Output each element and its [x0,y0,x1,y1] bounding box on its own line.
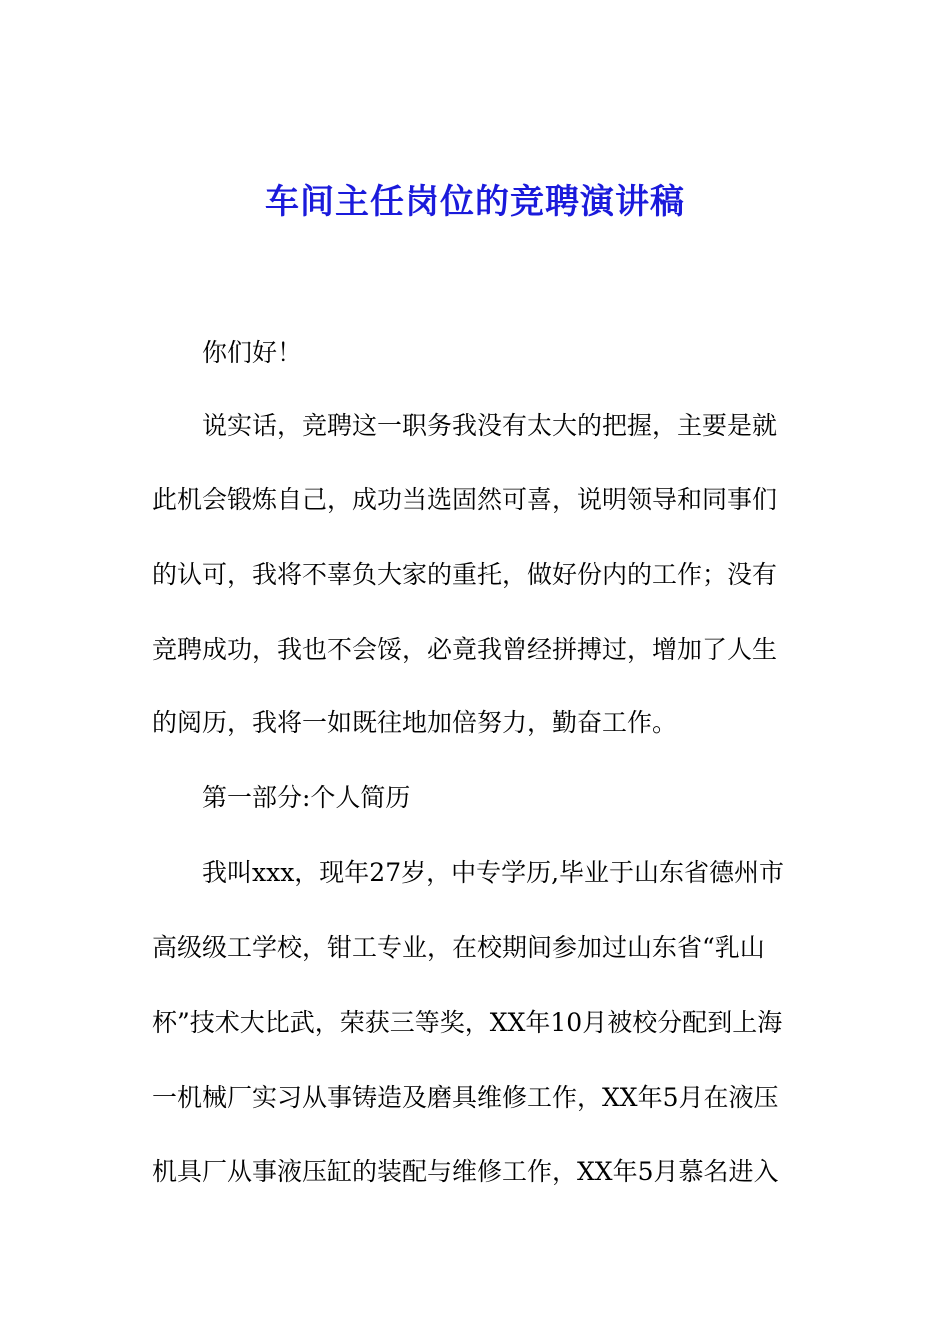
paragraph-line: 的认可，我将不辜负大家的重托，做好份内的工作；没有 [152,560,778,589]
paragraph-line: 机具厂从事液压缸的装配与维修工作，XX年5月慕名进入 [152,1157,779,1186]
paragraph-line: 高级级工学校，钳工专业，在校期间参加过山东省“乳山 [152,933,765,962]
paragraph-line: 说实话，竞聘这一职务我没有太大的把握，主要是就 [202,411,778,440]
section-heading: 第一部分:个人简历 [202,783,411,812]
paragraph-line: 竞聘成功，我也不会馁，必竟我曾经拼搏过，增加了人生 [152,635,778,664]
paragraph-line: 我叫xxx，现年27岁，中专学历,毕业于山东省德州市 [202,858,785,887]
paragraph-line: 此机会锻炼自己，成功当选固然可喜，说明领导和同事们 [152,485,778,514]
paragraph-line: 的阅历，我将一如既往地加倍努力，勤奋工作。 [152,708,678,737]
paragraph-line: 杯”技术大比武，荣获三等奖，XX年10月被校分配到上海 [152,1008,783,1037]
paragraph-line: 一机械厂实习从事铸造及磨具维修工作，XX年5月在液压 [152,1083,779,1112]
greeting-line: 你们好！ [202,338,303,367]
document-title: 车间主任岗位的竞聘演讲稿 [265,182,685,222]
